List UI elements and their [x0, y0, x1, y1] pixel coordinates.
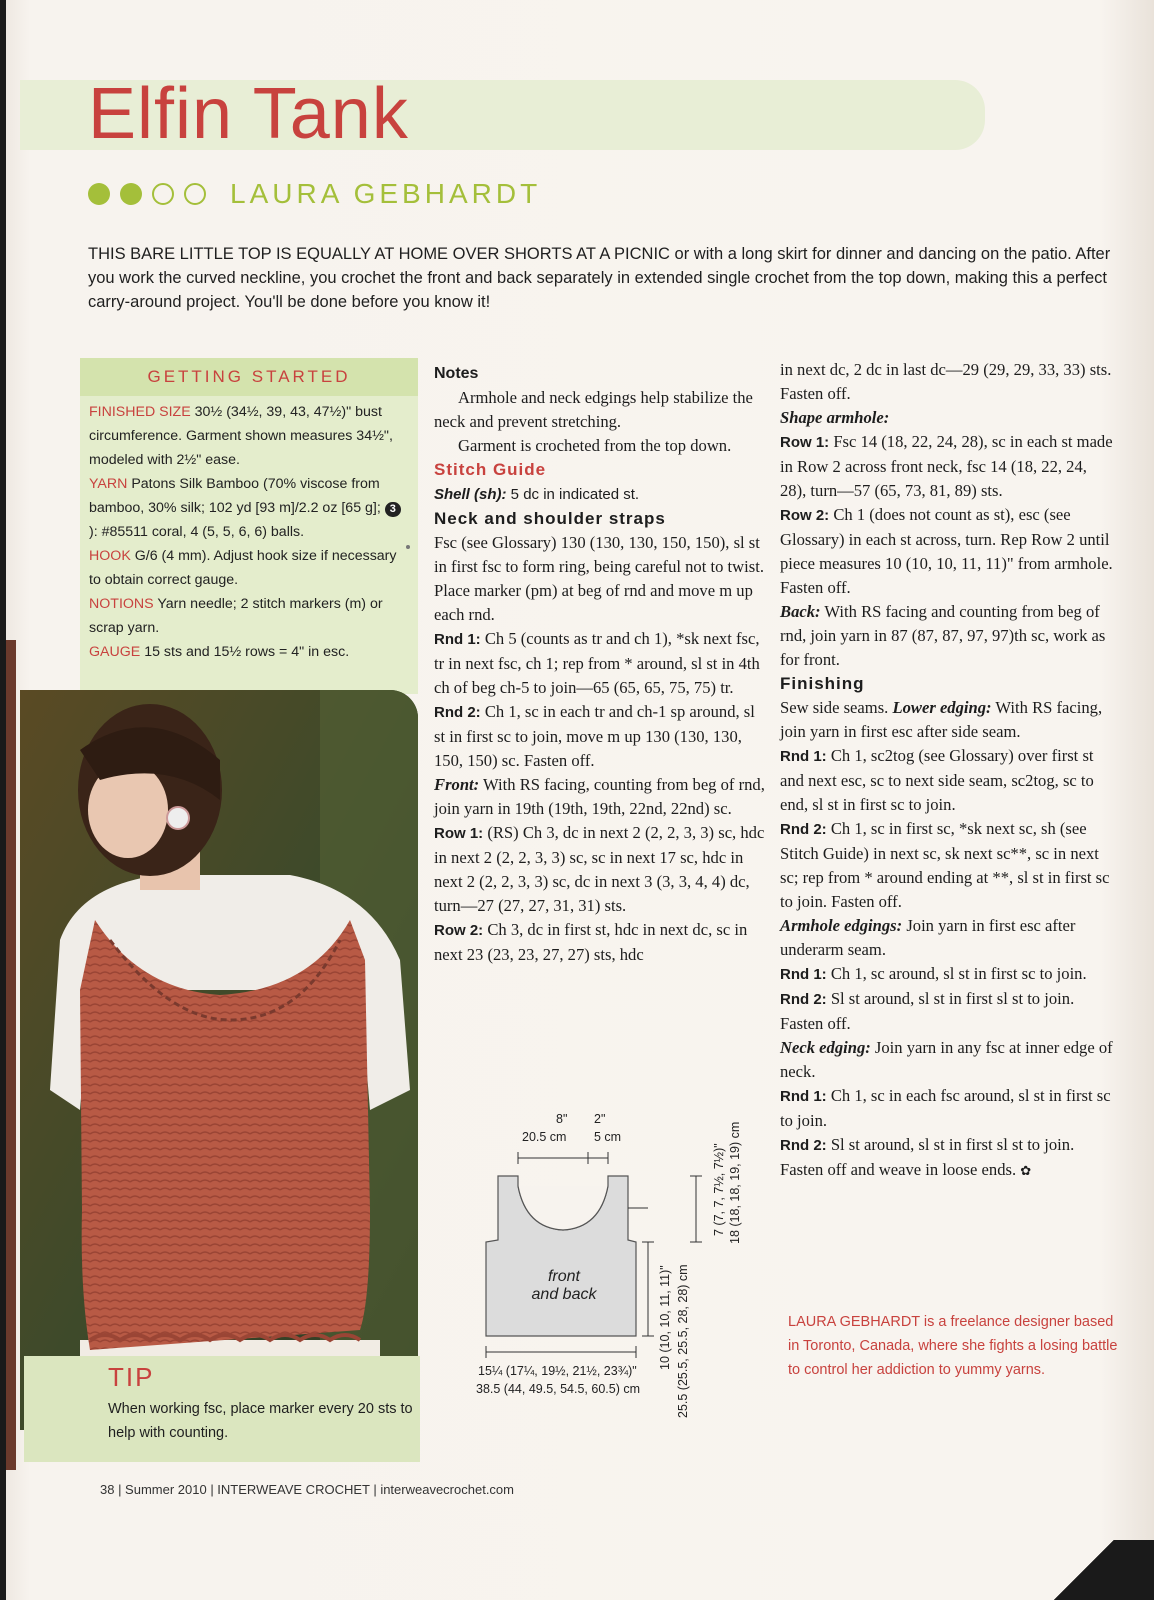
- model-photo-illustration: [20, 690, 418, 1430]
- armhole-rnd-1-label: Rnd 1:: [780, 966, 827, 983]
- front: [434, 773, 766, 821]
- yarn-weight-icon: 3: [385, 502, 401, 517]
- scan-edge-photo: [6, 640, 16, 1470]
- body-length-inches: 10 (10, 10, 11, 11)": [658, 1265, 672, 1370]
- gauge: [89, 640, 408, 664]
- top-width-cm: 20.5 cm: [522, 1130, 567, 1144]
- gauge-label: GAUGE: [89, 644, 141, 660]
- notions-text: Yarn needle; 2 stitch markers (m) or scrap yarn.: [89, 596, 383, 636]
- row-2-continued: in next dc, 2 dc in last dc—29 (29, 29, 33, 33) sts. Fasten off.: [780, 360, 1112, 403]
- page-footer: 38 | Summer 2010 | INTERWEAVE CROCHET | interweavecrochet.com: [100, 1482, 514, 1497]
- armhole-depth-cm: 18 (18, 18, 19, 19) cm: [728, 1121, 742, 1244]
- neck-intro: Fsc (see Glossary) 130 (130, 130, 150, 150), sl st in first fsc to form ring, being careful not to twist. Place marker (pm) at beg of rnd and move m up each rnd.: [434, 533, 764, 624]
- armhole-rnd-2-text: Sl st around, sl st in first sl st to join. Fasten off.: [780, 989, 1075, 1033]
- difficulty-dot-open-icon: [184, 183, 206, 205]
- intro-lead: THIS BARE LITTLE TOP IS EQUALLY AT HOME OVER SHORTS AT A PICNIC: [88, 245, 670, 263]
- intro-paragraph: [88, 242, 1118, 314]
- shell-label: Shell (sh):: [434, 486, 507, 503]
- yarn-label: YARN: [89, 476, 128, 492]
- finishing-rnd-1: [780, 744, 1116, 817]
- notions: [89, 592, 408, 640]
- scan-corner-shadow: [1014, 1540, 1154, 1600]
- row-2-label: Row 2:: [434, 922, 484, 939]
- difficulty-dot-filled-icon: [120, 183, 142, 205]
- scan-speck: [406, 545, 410, 549]
- armhole-edgings-text: Join yarn in first esc after underarm seam.: [780, 916, 1076, 959]
- armhole-row-2: [780, 503, 1116, 600]
- front-label: Front:: [434, 775, 480, 794]
- neck-edging-label: Neck edging:: [780, 1038, 871, 1057]
- back-text: With RS facing and counting from beg of rnd, join yarn in 87 (87, 87, 97, 97)th sc, work as for front.: [780, 602, 1106, 669]
- lower-edging-label: Lower edging:: [892, 698, 992, 717]
- armhole-row-1-label: Row 1:: [780, 434, 830, 451]
- hook-text: G/6 (4 mm). Adjust hook size if necessary to obtain correct gauge.: [89, 548, 397, 588]
- neck-rnd-2: [780, 1133, 1116, 1183]
- notions-label: NOTIONS: [89, 596, 154, 612]
- stitch-guide-heading: Stitch Guide: [434, 460, 547, 479]
- shell-definition: [434, 482, 766, 507]
- finished-size-label: FINISHED SIZE: [89, 404, 191, 420]
- hook: [89, 544, 408, 592]
- bottom-width-cm: 38.5 (44, 49.5, 54.5, 60.5) cm: [476, 1382, 640, 1396]
- row-1-label: Row 1:: [434, 825, 484, 842]
- row-2-text: Ch 3, dc in first st, hdc in next dc, sc in next 23 (23, 23, 27, 27) sts, hdc: [434, 920, 748, 964]
- neck-rnd-2-text: Sl st around, sl st in first sl st to join. Fasten off and weave in loose ends.: [780, 1135, 1075, 1179]
- rnd-1-label: Rnd 1:: [434, 631, 481, 648]
- author-name: LAURA GEBHARDT: [230, 178, 542, 209]
- hook-label: HOOK: [89, 548, 131, 564]
- armhole-row-1-text: Fsc 14 (18, 22, 24, 28), sc in each st made in Row 2 across front neck, fsc 14 (18, 22, 24, 28), turn—57 (65, 73, 81, 89) sts.: [780, 432, 1113, 500]
- row-1-text: (RS) Ch 3, dc in next 2 (2, 2, 3, 3) sc, hdc in next 2 (2, 2, 3, 3) sc, sc in next 17 sc, hdc in next 2 (2, 2, 3, 3) sc, dc in next 3 (3, 3, 4, 4) dc, turn—27 (27, 27, 31, 31) sts.: [434, 823, 765, 915]
- rnd-2-text: Ch 1, sc in each tr and ch-1 sp around, sl st in first sc to join, move m up 130 (130, 130, 150, 150) sc. Fasten off.: [434, 702, 755, 770]
- finishing-rnd-2-text: Ch 1, sc in first sc, *sk next sc, sh (see Stitch Guide) in next sc, sk next sc**, sc in next sc; rep from * around ending at **, sl st in first sc to join. Fasten off.: [780, 819, 1110, 911]
- center-label-line-1: front: [547, 1268, 580, 1285]
- shell-text: 5 dc in indicated st.: [506, 486, 640, 503]
- intro-rest: or with a long skirt for dinner and dancing on the patio. After you work the curved neckline, you crochet the front and back separately in extended single crochet from the top down, making this a perfect carry-around project. You'll be done before you know it!: [88, 245, 1111, 311]
- byline: [88, 174, 541, 214]
- note-1: Armhole and neck edgings help stabilize the neck and prevent stretching.: [434, 388, 753, 431]
- finished-size: [89, 400, 408, 472]
- strap-cm: 5 cm: [594, 1130, 622, 1144]
- rnd-2-label: Rnd 2:: [434, 704, 481, 721]
- finishing-intro-text: Sew side seams.: [780, 698, 893, 717]
- front-text: With RS facing, counting from beg of rnd, join yarn in 19th (19th, 19th, 22nd, 22nd) sc.: [434, 775, 765, 818]
- tip-panel: [24, 1356, 420, 1462]
- row-2: [434, 918, 766, 967]
- model-photo: [20, 690, 418, 1430]
- body-length-cm: 25.5 (25.5, 25.5, 28, 28) cm: [676, 1264, 690, 1418]
- armhole-rnd-1-text: Ch 1, sc around, sl st in first sc to join.: [826, 964, 1087, 983]
- article-title: Elfin Tank: [88, 74, 409, 154]
- neck-edging-text: Join yarn in any fsc at inner edge of neck.: [780, 1038, 1113, 1081]
- shape-armhole-label: Shape armhole:: [780, 408, 890, 427]
- yarn-rest: ): #85511 coral, 4 (5, 5, 6, 6) balls.: [89, 524, 305, 540]
- armhole-edgings: [780, 914, 1116, 962]
- top-width-inches: 8": [556, 1112, 568, 1126]
- neck-rnd-1: [780, 1084, 1116, 1133]
- lower-edging-text: With RS facing, join yarn in first esc after side seam.: [780, 698, 1103, 741]
- rnd-1-text: Ch 5 (counts as tr and ch 1), *sk next fsc, tr in next fsc, ch 1; rep from * around, sl st in 4th ch of beg ch-5 to join—65 (65, 65, 75, 75) tr.: [434, 629, 760, 697]
- finishing-intro: [780, 696, 1116, 744]
- tip-text: When working fsc, place marker every 20 sts to help with counting.: [108, 1401, 413, 1441]
- rnd-2: [434, 700, 766, 773]
- getting-started-heading: GETTING STARTED: [80, 358, 418, 396]
- end-mark-icon: ✿: [1020, 1163, 1032, 1178]
- getting-started-body: [80, 396, 418, 664]
- neck-rnd-1-text: Ch 1, sc in each fsc around, sl st in first sc to join.: [780, 1086, 1111, 1130]
- armhole-edgings-label: Armhole edgings:: [780, 916, 903, 935]
- strap-inches: 2": [594, 1112, 606, 1126]
- tip-title: TIP: [108, 1362, 155, 1392]
- armhole-rnd-1: [780, 962, 1116, 987]
- bottom-width-inches: 15¼ (17¼, 19½, 21½, 23¾)": [478, 1364, 637, 1378]
- row-1: [434, 821, 766, 918]
- finishing-rnd-2: [780, 817, 1116, 914]
- notes-heading: Notes: [434, 365, 479, 382]
- armhole-row-1: [780, 430, 1116, 503]
- neck-straps-heading: Neck and shoulder straps: [434, 509, 666, 528]
- center-label-line-2: and back: [531, 1286, 597, 1303]
- finished-size-text: 30½ (34½, 39, 43, 47½)" bust circumference. Garment shown measures 34½", modeled with 2½" ease.: [89, 404, 393, 468]
- back: [780, 600, 1116, 672]
- armhole-row-2-label: Row 2:: [780, 507, 830, 524]
- finishing-rnd-1-text: Ch 1, sc2tog (see Glossary) over first st and next esc, sc to next side seam, sc2tog, sc to end, sl st in first sc to join.: [780, 746, 1094, 814]
- armhole-row-2-text: Ch 1 (does not count as st), esc (see Glossary) in each st across, turn. Rep Row 2 until piece measures 10 (10, 10, 11, 11)" from armhole. Fasten off.: [780, 505, 1113, 597]
- armhole-rnd-2: [780, 987, 1116, 1036]
- yarn: [89, 472, 408, 544]
- gauge-text: 15 sts and 15½ rows = 4" in esc.: [140, 644, 350, 660]
- difficulty-dot-filled-icon: [88, 183, 110, 205]
- difficulty-dot-open-icon: [152, 183, 174, 205]
- note-2: Garment is crocheted from the top down.: [458, 436, 732, 455]
- back-label: Back:: [780, 602, 821, 621]
- pattern-column-1: [434, 362, 766, 967]
- neck-edging: [780, 1036, 1116, 1084]
- finishing-rnd-1-label: Rnd 1:: [780, 748, 827, 765]
- neck-rnd-1-label: Rnd 1:: [780, 1088, 827, 1105]
- schematic-center-label: [504, 1268, 624, 1304]
- finishing-rnd-2-label: Rnd 2:: [780, 821, 827, 838]
- armhole-rnd-2-label: Rnd 2:: [780, 991, 827, 1008]
- getting-started-panel: [80, 358, 418, 694]
- rnd-1: [434, 627, 766, 700]
- pattern-column-2: [780, 358, 1116, 1183]
- armhole-depth-inches: 7 (7, 7, 7½, 7½)": [712, 1143, 726, 1236]
- neck-rnd-2-label: Rnd 2:: [780, 1137, 827, 1154]
- yarn-text: Patons Silk Bamboo (70% viscose from bamboo, 30% silk; 102 yd [93 m]/2.2 oz [65 g];: [89, 476, 385, 516]
- garment-schematic: [436, 1108, 756, 1428]
- designer-bio: LAURA GEBHARDT is a freelance designer based in Toronto, Canada, where she fights a losing battle to control her addiction to yummy yarns.: [788, 1314, 1118, 1378]
- finishing-heading: Finishing: [780, 674, 865, 693]
